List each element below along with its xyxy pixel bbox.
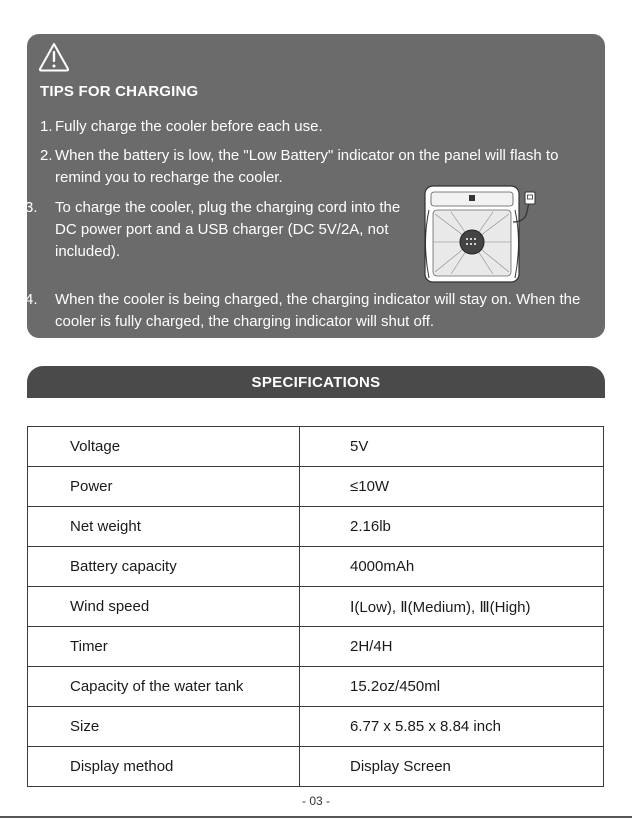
spec-label: Battery capacity (28, 547, 300, 587)
spec-label: Size (28, 707, 300, 747)
tip-text: To charge the cooler, plug the charging cord into the DC power port and a USB charger (DC 5V/2A, not included). (55, 199, 401, 260)
tip-number: 4. (25, 291, 38, 308)
cooler-charging-illustration (421, 182, 551, 286)
tip-text: When the battery is low, the "Low Battery" indicator on the panel will flash to remind you to recharge the cooler. (55, 147, 559, 186)
tip-number: 1. (40, 118, 53, 135)
table-row (28, 747, 604, 787)
spec-value: ≤10W (300, 467, 604, 507)
specifications-table (27, 426, 604, 787)
spec-value: 5V (300, 427, 604, 467)
tip-text: Fully charge the cooler before each use. (55, 118, 323, 135)
spec-value: Ⅰ(Low), Ⅱ(Medium), Ⅲ(High) (300, 587, 604, 627)
tip-number: 2. (40, 147, 53, 164)
spec-label: Voltage (28, 427, 300, 467)
table-row (28, 467, 604, 507)
table-row (28, 507, 604, 547)
tip-number: 3. (25, 199, 38, 216)
table-row (28, 587, 604, 627)
spec-value: Display Screen (300, 747, 604, 787)
bottom-divider (0, 816, 632, 818)
spec-value: 2.16lb (300, 507, 604, 547)
page-number: - 03 - (301, 794, 330, 808)
tip-item-1 (40, 116, 600, 138)
warning-triangle-icon (38, 42, 70, 72)
tip-text: When the cooler is being charged, the charging indicator will stay on. When the cooler is fully charged, the charging indicator will shut off. (55, 291, 581, 330)
table-row (28, 627, 604, 667)
table-row (28, 707, 604, 747)
spec-value: 6.77 x 5.85 x 8.84 inch (300, 707, 604, 747)
spec-label: Timer (28, 627, 300, 667)
tip-item-3 (25, 197, 420, 263)
spec-value: 15.2oz/450ml (300, 667, 604, 707)
tip-item-4 (25, 289, 605, 333)
table-row (28, 547, 604, 587)
spec-value: 4000mAh (300, 547, 604, 587)
spec-label: Net weight (28, 507, 300, 547)
spec-label: Capacity of the water tank (28, 667, 300, 707)
spec-label: Wind speed (28, 587, 300, 627)
table-row (28, 667, 604, 707)
table-row (28, 427, 604, 467)
spec-label: Power (28, 467, 300, 507)
spec-value: 2H/4H (300, 627, 604, 667)
spec-label: Display method (28, 747, 300, 787)
tips-title: TIPS FOR CHARGING (40, 83, 199, 100)
charging-tips-box (27, 34, 605, 338)
specifications-banner: SPECIFICATIONS (27, 366, 605, 398)
